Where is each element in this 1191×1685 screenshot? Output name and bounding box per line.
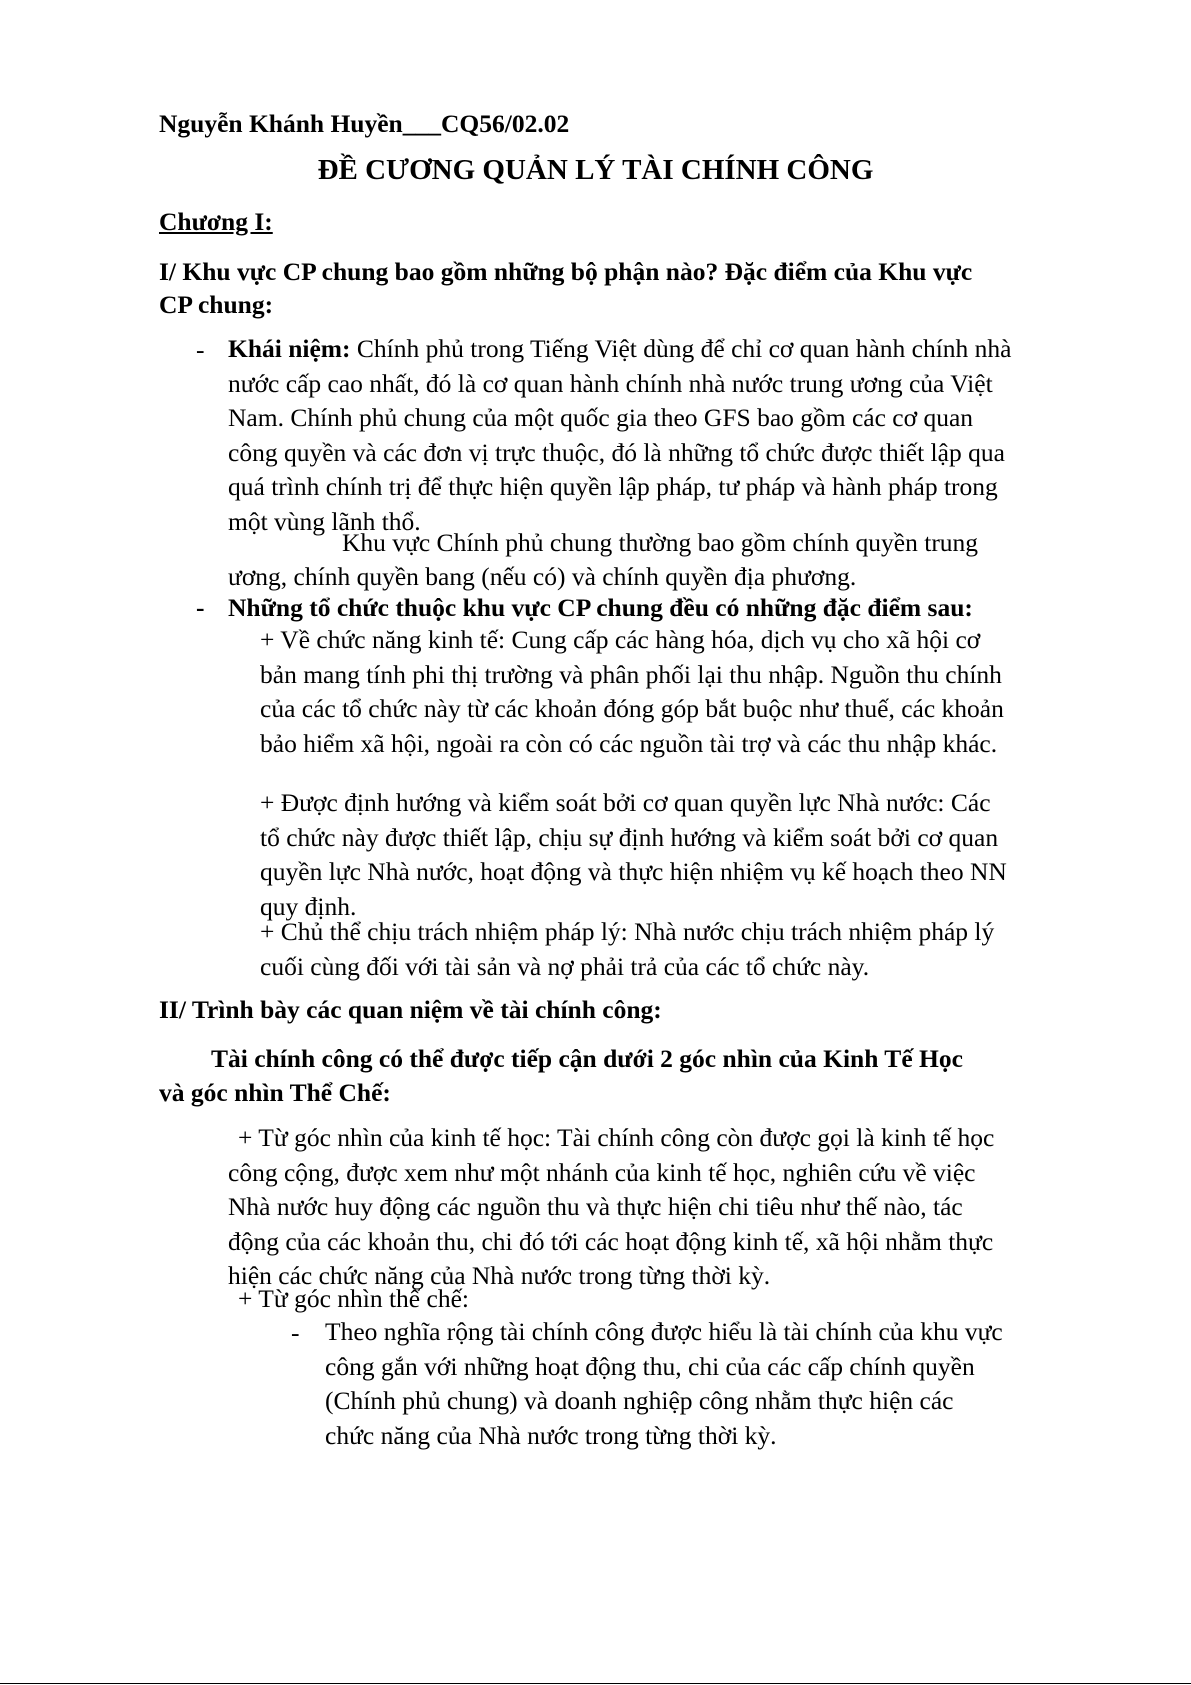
section1-heading-line2: CP chung:: [159, 290, 274, 319]
bullet-dash: -: [196, 335, 205, 364]
section2-heading: II/ Trình bày các quan niệm về tài chính công:: [159, 995, 662, 1024]
concept-text: Chính phủ trong Tiếng Việt dùng để chỉ cơ quan hành chính nhà nước cấp cao nhất, đó là cơ quan hành chính nhà nước trung ương của Việt Nam. Chính phủ chung của một quốc gia theo GFS bao gồm các cơ quan công quyền và các đơn vị trực thuộc, đó là những tổ chức được thiết lập qua quá trình chính trị để thực hiện quyền lập pháp, tư pháp và hành pháp trong một vùng lãnh thổ.: [228, 334, 1012, 536]
concept-label: Khái niệm:: [228, 334, 351, 363]
section2-intro-line1: Tài chính công có thể được tiếp cận dưới 2 góc nhìn của Kinh Tế Học: [211, 1044, 963, 1073]
institutional-broad-paragraph: Theo nghĩa rộng tài chính công được hiểu là tài chính của khu vực công gắn với những hoạt động thu, chi của các cấp chính quyền (Chính phủ chung) và doanh nghiệp công nhằm thực hiện các chức năng của Nhà nước trong từng thời kỳ.: [325, 1317, 1003, 1450]
economics-view-paragraph: + Từ góc nhìn của kinh tế học: Tài chính công còn được gọi là kinh tế học công cộng, được xem như một nhánh của kinh tế học, nghiên cứu về việc Nhà nước huy động các nguồn thu và thực hiện chi tiêu như thế nào, tác động của các khoản thu, chi đó tới các hoạt động kinh tế, xã hội nhằm thực hiện các chức năng của Nhà nước trong từng thời kỳ.: [228, 1123, 995, 1290]
document-title: ĐỀ CƯƠNG QUẢN LÝ TÀI CHÍNH CÔNG: [317, 154, 874, 186]
feature-economic: + Về chức năng kinh tế: Cung cấp các hàng hóa, dịch vụ cho xã hội cơ bản mang tính phi thị trường và phân phối lại thu nhập. Nguồn thu chính của các tổ chức này từ các khoản đóng góp bắt buộc như thuế, các khoản bảo hiểm xã hội, ngoài ra còn có các nguồn tài trợ và các thu nhập khác.: [260, 625, 1004, 758]
section1-heading-line1: I/ Khu vực CP chung bao gồm những bộ phận nào? Đặc điểm của Khu vực: [159, 257, 973, 286]
concept-paragraph: [228, 332, 1018, 539]
institutional-view-heading: + Từ góc nhìn thể chế:: [238, 1284, 469, 1313]
page-bottom-rule: [0, 1683, 1191, 1684]
feature-legal-owner: + Chủ thể chịu trách nhiệm pháp lý: Nhà nước chịu trách nhiệm pháp lý cuối cùng đối với tài sản và nợ phải trả của các tổ chức này.: [260, 917, 995, 981]
section2-intro-line2: và góc nhìn Thể Chế:: [159, 1078, 391, 1107]
scope-line2: ương, chính quyền bang (nếu có) và chính quyền địa phương.: [228, 562, 857, 591]
institutional-bullet-dash: -: [291, 1318, 300, 1347]
features-heading: Những tổ chức thuộc khu vực CP chung đều có những đặc điểm sau:: [228, 593, 973, 622]
features-bullet-dash: -: [196, 593, 205, 622]
feature-state-control: + Được định hướng và kiểm soát bởi cơ quan quyền lực Nhà nước: Các tổ chức này được thiết lập, chịu sự định hướng và kiểm soát bởi cơ quan quyền lực Nhà nước, hoạt động và thực hiện nhiệm vụ kế hoạch theo NN quy định.: [260, 788, 1007, 921]
chapter-heading: Chương I:: [159, 207, 273, 236]
author-line: Nguyễn Khánh Huyền___CQ56/02.02: [159, 109, 570, 138]
scope-line1: Khu vực Chính phủ chung thường bao gồm chính quyền trung: [342, 528, 979, 557]
